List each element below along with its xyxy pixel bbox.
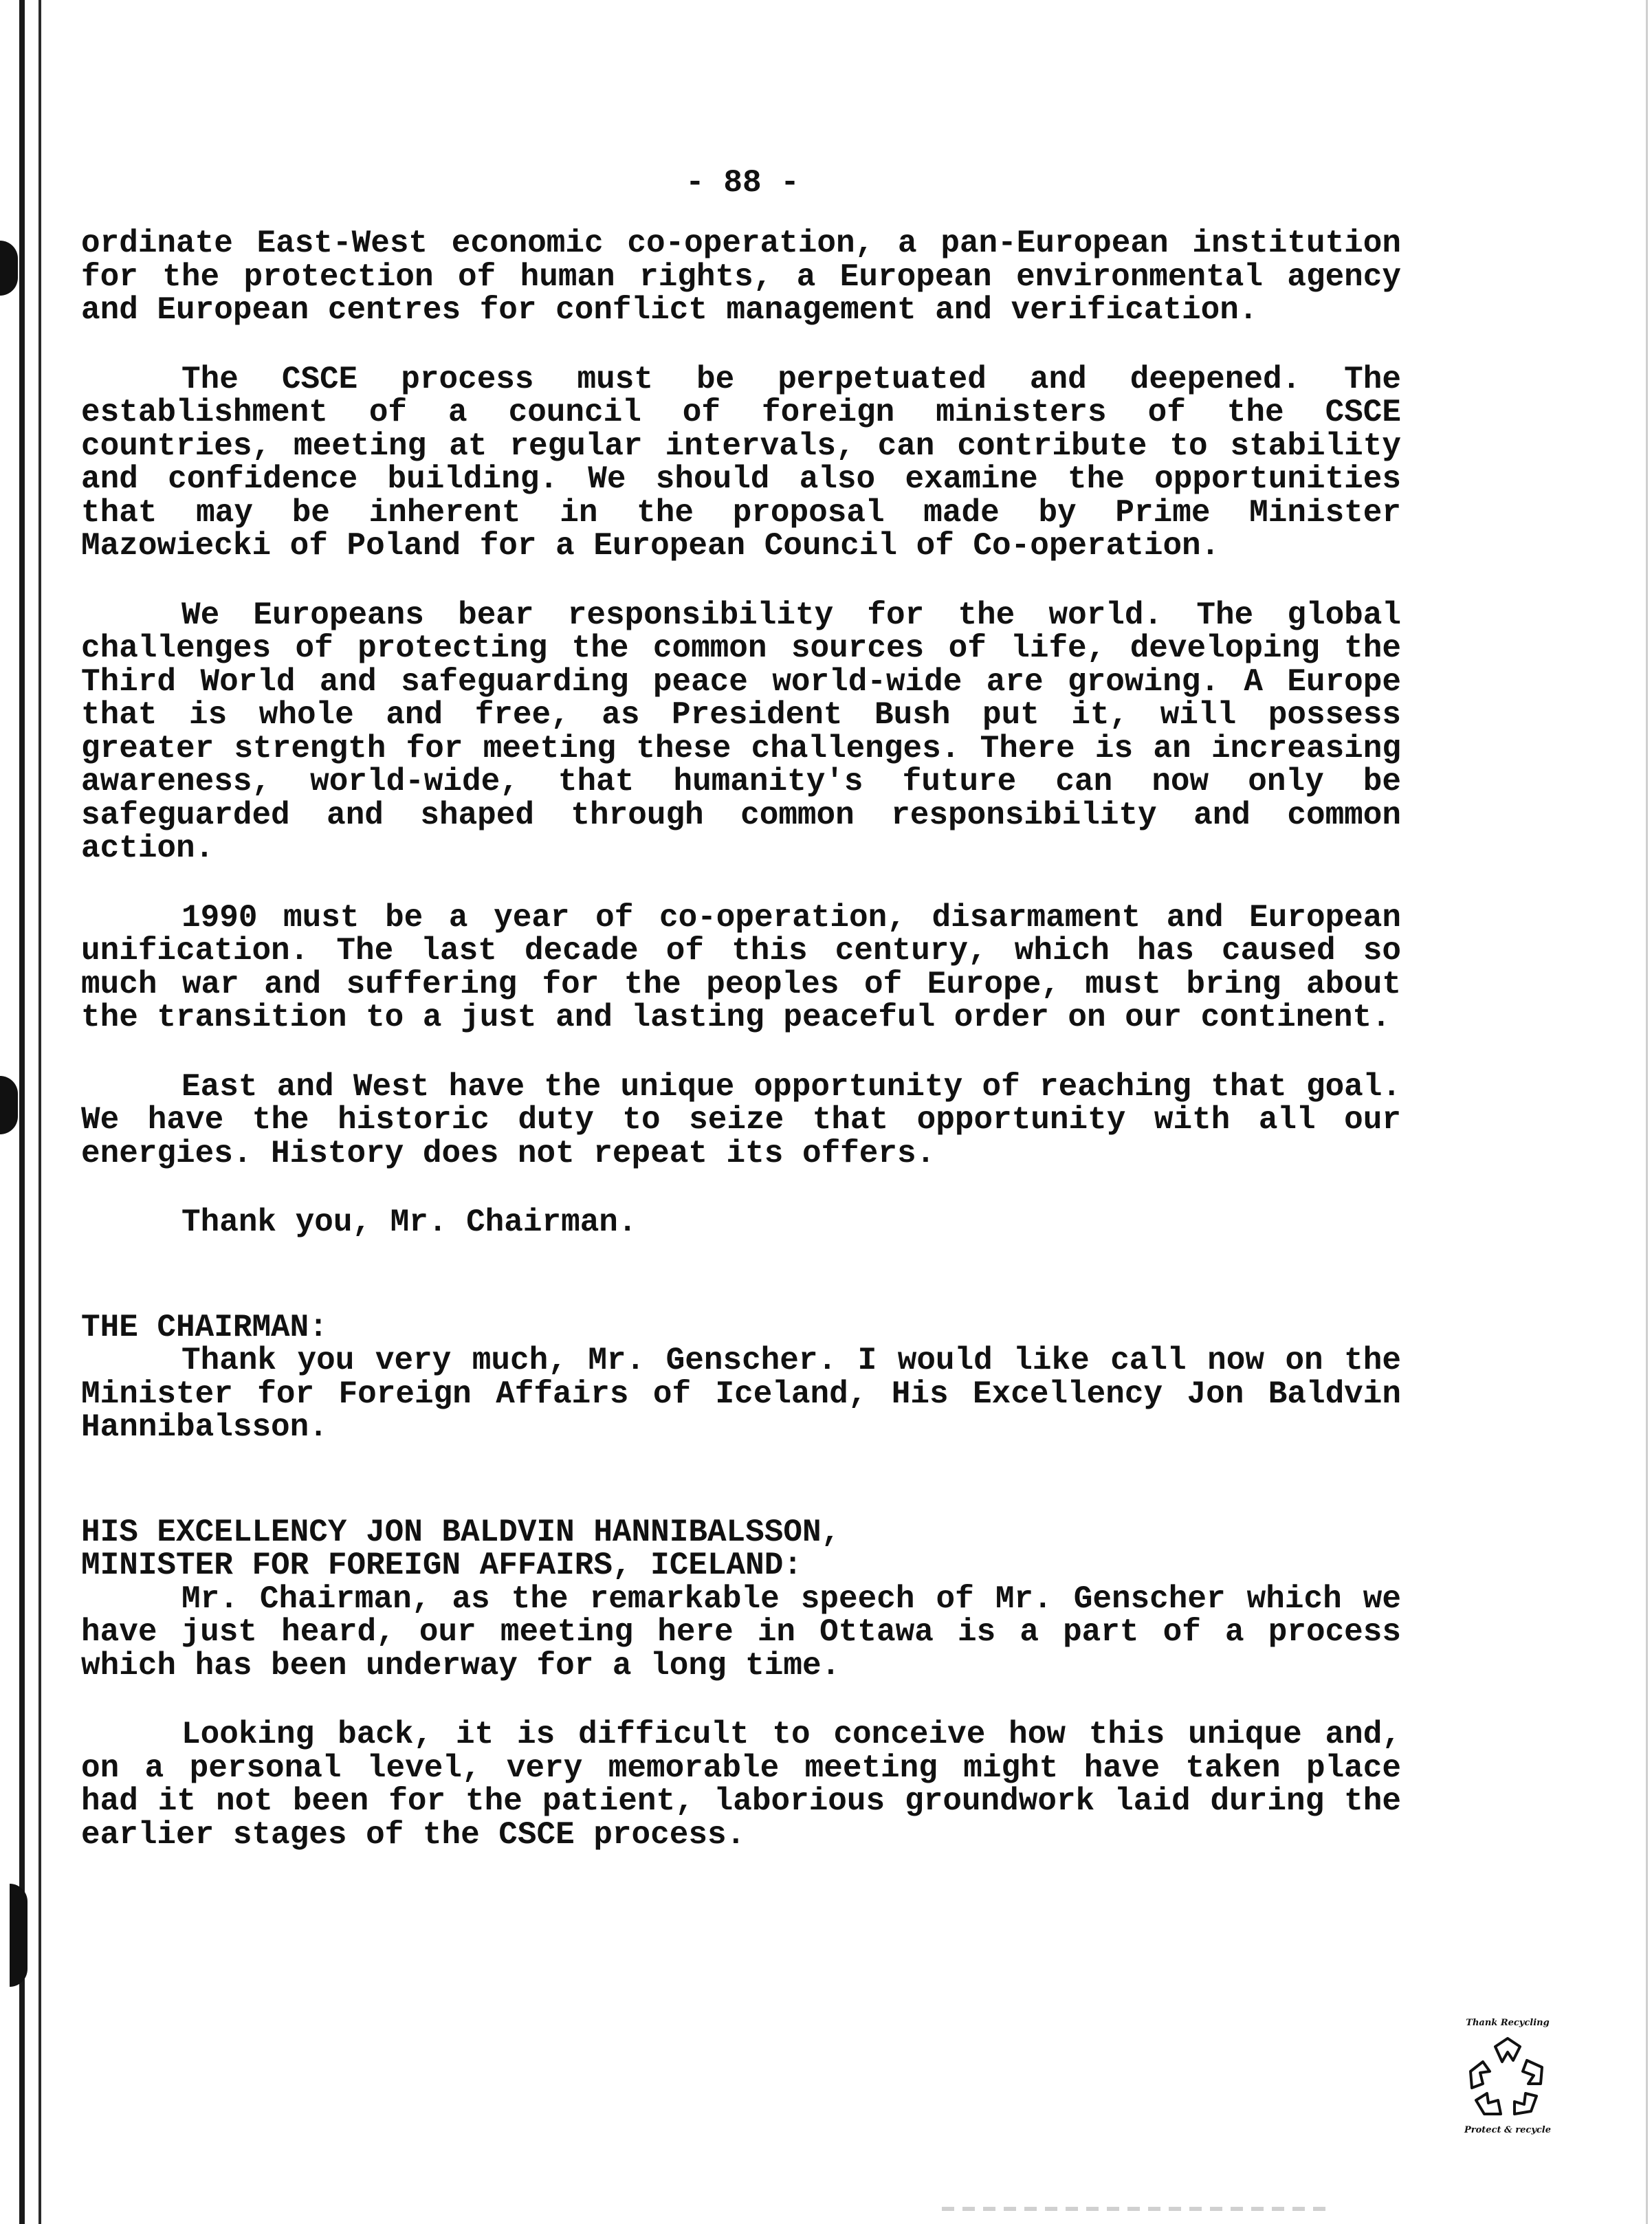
- speaker-heading-minister: HIS EXCELLENCY JON BALDVIN HANNIBALSSON,: [81, 1514, 841, 1550]
- paragraph: We Europeans bear responsibility for the world. The global challenges of protecting the common sources of life, developing the Third World and safeguarding peace world-wide are growing. A Europe that is whole and free, as President Bush put it, will possess greater strength for meeting these challenges. There is an increasing awareness, world-wide, that humanity's future can now only be safeguarded and shaped through common responsibility and common action.: [81, 597, 1401, 866]
- recycle-logo: [1456, 2018, 1559, 2159]
- punch-hole-mark: [10, 1884, 27, 1987]
- punch-hole-mark: [0, 241, 18, 296]
- speaker-heading-chairman: THE CHAIRMAN:: [81, 1309, 328, 1345]
- spacer: [81, 1275, 1401, 1311]
- document-body: [81, 227, 1401, 1887]
- paragraph: The CSCE process must be perpetuated and deepened. The establishment of a council of foreign ministers of the CSCE countries, meeting at regular intervals, can contribute to stability and confidence building. We should also examine the opportunities that may be inherent in the proposal made by Prime Minister Mazowiecki of Poland for a European Council of Co-operation.: [81, 361, 1401, 564]
- paragraph: Thank you very much, Mr. Genscher. I would like call now on the Minister for Foreign Affairs of Iceland, His Excellency Jon Baldvin Hannibalsson.: [81, 1343, 1401, 1445]
- recycle-caption-top: Thank Recycling: [1466, 2018, 1550, 2028]
- recycle-caption-bottom: Protect & recycle: [1464, 2125, 1551, 2135]
- speaker-title-minister: MINISTER FOR FOREIGN AFFAIRS, ICELAND:: [81, 1548, 802, 1583]
- recycle-icon: [1460, 2033, 1556, 2122]
- punch-hole-mark: [0, 1076, 18, 1134]
- paragraph: ordinate East-West economic co-operation, a pan-European institution for the protection of human rights, a European environmental agency and European centres for conflict management and verification.: [81, 225, 1401, 328]
- page-number: - 88 -: [685, 165, 800, 201]
- paragraph: Looking back, it is difficult to conceive how this unique and, on a personal level, very memorable meeting might have taken place had it not been for the patient, laborious groundwork laid during the earlier stages of the CSCE process.: [81, 1717, 1401, 1853]
- paragraph: East and West have the unique opportunity of reaching that goal. We have the historic duty to seize that opportunity with all our energies. History does not repeat its offers.: [81, 1068, 1401, 1171]
- paragraph: 1990 must be a year of co-operation, disarmament and European unification. The last decade of this century, which has caused so much war and suffering for the peoples of Europe, must bring about the transition to a just and lasting peaceful order on our continent.: [81, 899, 1401, 1035]
- scan-edge: [1646, 0, 1648, 2224]
- paragraph: Mr. Chairman, as the remarkable speech of Mr. Genscher which we have just heard, our meeting here in Ottawa is a part of a process which has been underway for a long time.: [81, 1581, 1401, 1684]
- binding-edge-inner: [38, 0, 41, 2224]
- faint-bleed-through: [942, 2207, 1327, 2211]
- spacer: [81, 1480, 1401, 1516]
- paragraph: Thank you, Mr. Chairman.: [181, 1204, 637, 1240]
